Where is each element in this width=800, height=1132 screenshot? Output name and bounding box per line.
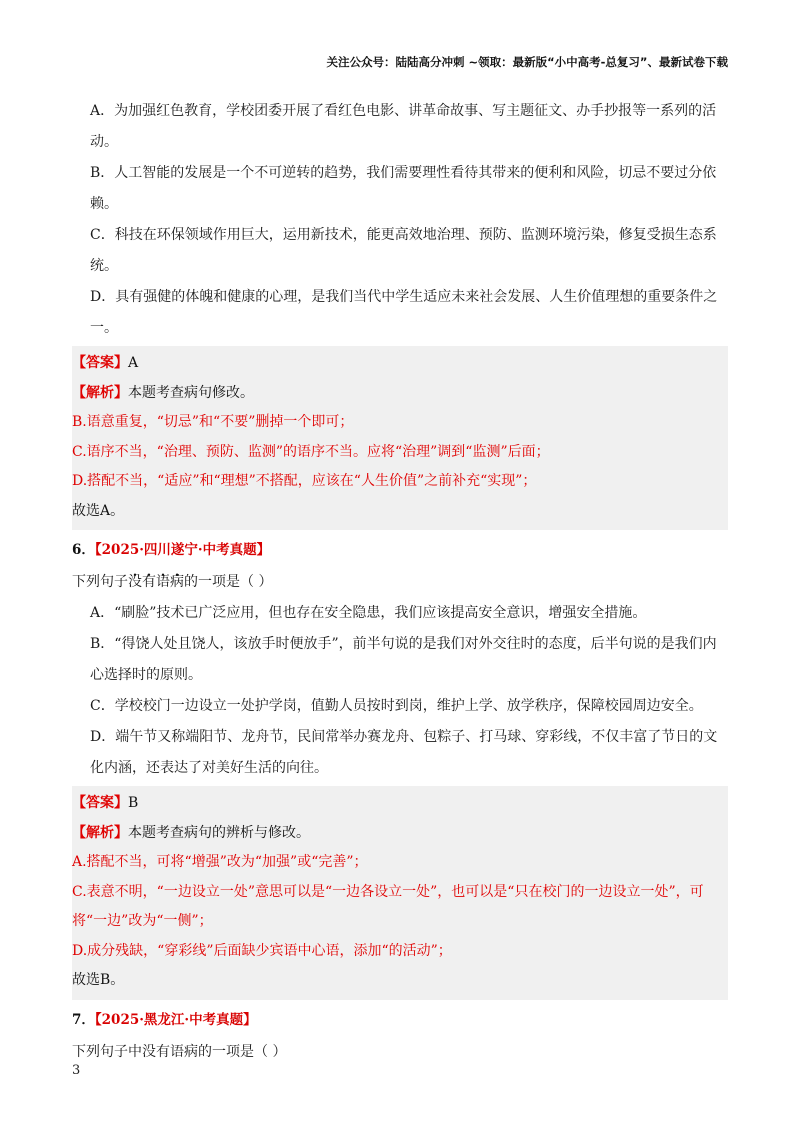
q6-conclusion: 故选B。 [72,972,125,988]
q6-option-b: B．“得饶人处且饶人，该放手时便放手”，前半句说的是我们对外交往时的态度，后半句说的是我们内心选择时的原则。 [90,636,717,683]
q7-number: 7． [72,1011,95,1028]
q5-explanation-c: C.语序不当，“治理、预防、监测”的语序不当。应将“治理”调到“监测”后面； [72,443,550,460]
q6-source: 【2025·四川遂宁·中考真题】 [94,542,271,558]
q6-answer-box [72,786,728,1000]
q6-stem-post: 的一项是（ ） [184,574,273,590]
q6-analysis-line [72,819,728,849]
q6-stem-pre: 下列句子 [72,574,128,590]
q6-number: 6． [72,542,95,558]
q6-heading [72,534,728,566]
answer-value: A [128,355,139,371]
q6-explanation-a: A.搭配不当，可将“增强”改为“加强”或“完善”； [72,854,368,870]
answer-value: B [128,795,139,811]
q6-explanation-d: D.成分残缺，“穿彩线”后面缺少宾语中心语，添加“的活动”； [72,942,452,959]
q5-option-a: A．为加强红色教育，学校团委开展了看红色电影、讲革命故事、写主题征文、办手抄报等一系列的活动。 [90,103,717,150]
q5-answer-box [72,346,728,530]
q5-explanation-d: D.搭配不当，“适应”和“理想”不搭配，应该在“人生价值”之前补充“实现”； [72,473,537,489]
q5-conclusion: 故选A。 [72,502,125,519]
analysis-label: 【解析】 [72,384,128,401]
q6-stem-dotted-char: 没 [128,574,142,590]
answer-label: 【答案】 [72,355,128,371]
q5-answer-line [72,349,728,379]
page-header: 关注公众号：陆陆高分冲刺 ~领取：最新版“小中高考-总复习”、最新试卷下载 [326,55,728,69]
q5-option-d: D．具有强健的体魄和健康的心理，是我们当代中学生适应未来社会发展、人生价值理想的重要条件之一。 [90,289,718,336]
q6-option-d: D．端午节又称端阳节、龙舟节，民间常举办赛龙舟、包粽子、打马球、穿彩线，不仅丰富了节日的文化内涵，还表达了对美好生活的向往。 [90,729,718,776]
q6-stem [72,566,728,598]
q6-stem-dotted-char: 语 [156,574,170,590]
analysis-label: 【解析】 [72,824,128,841]
q7-heading [72,1004,728,1036]
page-content [72,96,728,1068]
q6-explanation-c: C.表意不明，“一边设立一处”意思可以是“一边各设立一处”，也可以是“只在校门的一边设立一处”，可将“一边”改为“一侧”； [72,883,704,929]
q6-option-a: A．“刷脸”技术已广泛应用，但也存在安全隐患，我们应该提高安全意识，增强安全措施。 [90,605,647,621]
answer-label: 【答案】 [72,795,128,811]
q6-stem-dotted-char: 有 [142,574,156,590]
q6-stem-dotted-char: 病 [170,574,184,590]
analysis-text: 本题考查病句的辨析与修改。 [128,824,310,841]
page-number: 3 [72,1063,81,1078]
q5-option-c: C．科技在环保领域作用巨大，运用新技术，能更高效地治理、预防、监测环境污染，修复受损生态系统。 [90,227,717,274]
q5-explanation-b: B.语意重复，“切忌”和“不要”删掉一个即可； [72,414,354,430]
q6-option-c: C．学校校门一边设立一处护学岗，值勤人员按时到岗，维护上学、放学秩序，保障校园周边安全。 [90,698,703,714]
q6-answer-line [72,789,728,819]
q7-source: 【2025·黑龙江·中考真题】 [94,1011,257,1028]
q5-option-b: B．人工智能的发展是一个不可逆转的趋势，我们需要理性看待其带来的便利和风险，切忌不要过分依赖。 [90,165,717,212]
q5-analysis-line [72,379,728,409]
q7-stem: 下列句子中没有语病的一项是（ ） [72,1043,287,1060]
analysis-text: 本题考查病句修改。 [128,384,254,401]
